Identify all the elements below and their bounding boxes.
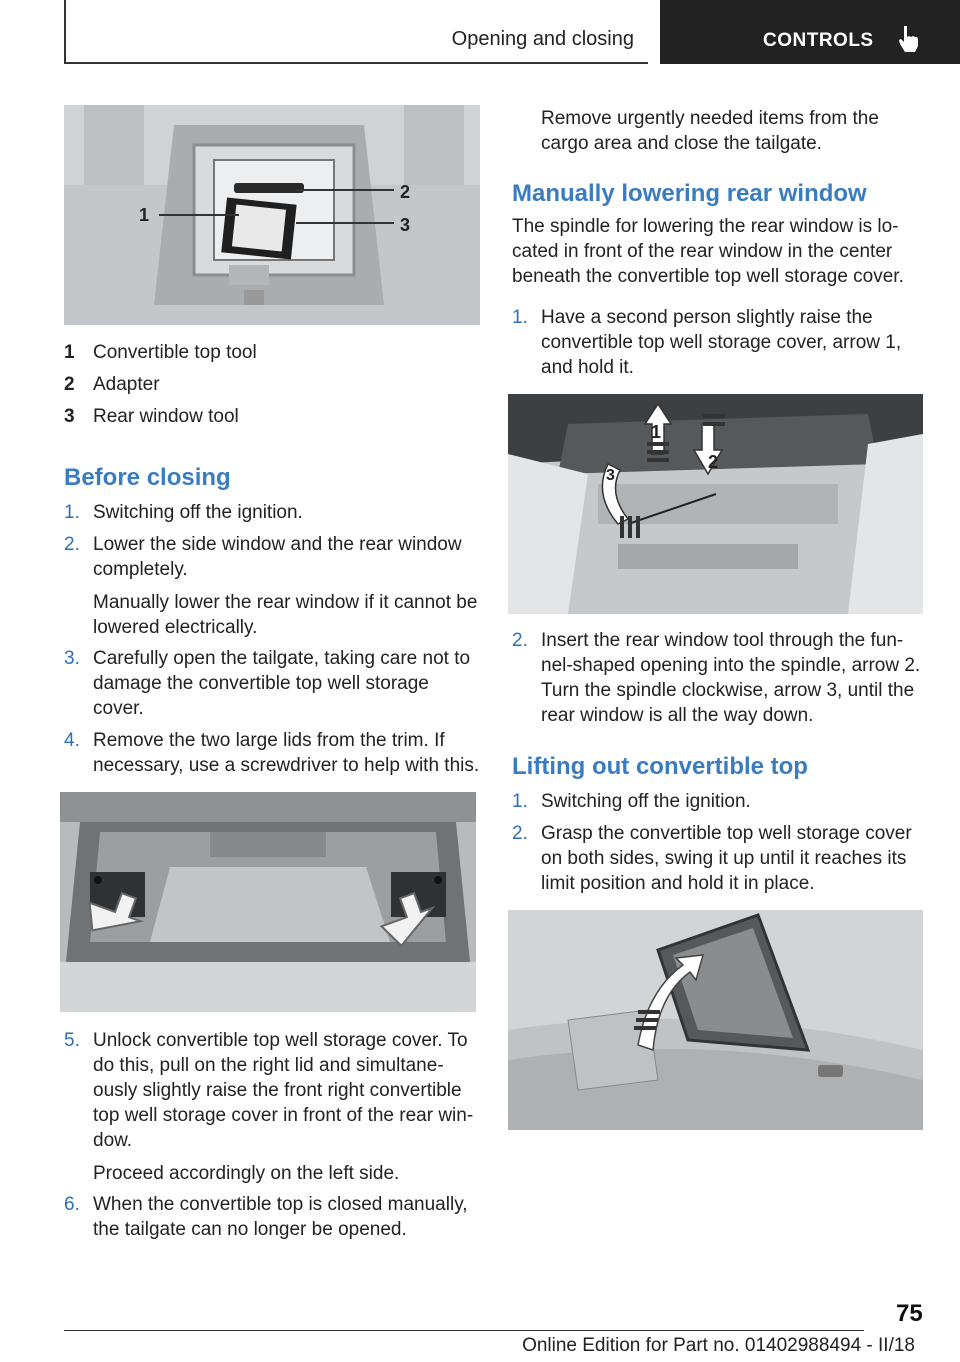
step-text: Lower the side window and the rear window completely. Manually lower the rear window if it cannot be lowered electrically. (93, 534, 478, 638)
figure-callout-2: 2 (708, 452, 719, 472)
step-number: 2. (512, 630, 528, 651)
step-number: 1. (512, 791, 528, 812)
trunk-figure (60, 792, 476, 1012)
step-text: Insert the rear window tool through the fun‐ nel-shaped opening into the spindle, arrow 2. Turn the spindle clockwise, arrow 3, until the rear window is all the way down. (541, 630, 921, 726)
section-title: Opening and closing (451, 28, 634, 50)
manual-lowering-intro: The spindle for lowering the rear window is lo‐ cated in front of the rear window in the center beneath the convertible top well storage cover. (512, 216, 904, 287)
figure-callout-2: 2 (400, 182, 411, 202)
step-text: When the convertible top is closed manually, the tailgate can no longer be opened. (93, 1194, 468, 1240)
step-text: Switching off the ignition. (541, 791, 751, 812)
heading-manual-lowering: Manually lowering rear window (512, 180, 867, 207)
legend-label: Convertible top tool (93, 342, 257, 363)
page-number: 75 (896, 1300, 923, 1327)
figure-callout-3: 3 (606, 467, 615, 484)
step-number: 4. (64, 730, 80, 751)
pointing-hand-icon (896, 24, 922, 54)
step-text: Unlock convertible top well storage cover. To do this, pull on the right lid and simultane‐ ously slightly raise the front right convertible top well storage cover in front of the rear win‐ dow. Proceed accordingly on the left side. (93, 1030, 474, 1184)
legend-number: 2 (64, 374, 75, 395)
step-number: 2. (64, 534, 80, 555)
footer-edition: Online Edition for Part no. 01402988494 - II/18 (522, 1335, 915, 1356)
legend-label: Rear window tool (93, 406, 239, 427)
header-bar (64, 0, 648, 64)
footer-divider (64, 1330, 864, 1331)
step-text: Have a second person slightly raise the convertible top well storage cover, arrow 1, and hold it. (541, 307, 902, 378)
figure-callout-1: 1 (139, 205, 150, 225)
step-number: 1. (512, 307, 528, 328)
spindle-figure (508, 394, 923, 614)
step-number: 5. (64, 1030, 80, 1051)
step-text: Grasp the convertible top well storage cover on both sides, swing it up until it reaches its limit position and hold it in place. (541, 823, 912, 894)
step-number: 2. (512, 823, 528, 844)
step-number: 3. (64, 648, 80, 669)
heading-before-closing: Before closing (64, 464, 231, 491)
legend-number: 1 (64, 342, 75, 363)
legend-label: Adapter (93, 374, 160, 395)
lifting-figure (508, 910, 923, 1130)
chapter-tab[interactable] (660, 0, 960, 64)
continuation-text: Remove urgently needed items from the cargo area and close the tailgate. (541, 108, 879, 154)
step-number: 6. (64, 1194, 80, 1215)
heading-lifting-out: Lifting out convertible top (512, 753, 808, 780)
legend-number: 3 (64, 406, 75, 427)
chapter-title: CONTROLS (763, 30, 874, 51)
step-text: Switching off the ignition. (93, 502, 303, 523)
figure-callout-1: 1 (651, 422, 662, 442)
step-text: Carefully open the tailgate, taking care not to damage the convertible top well storage cover. (93, 648, 471, 719)
tools-figure (64, 105, 480, 325)
step-number: 1. (64, 502, 80, 523)
step-text: Remove the two large lids from the trim. If necessary, use a screwdriver to help with this. (93, 730, 480, 776)
figure-callout-3: 3 (400, 215, 411, 235)
